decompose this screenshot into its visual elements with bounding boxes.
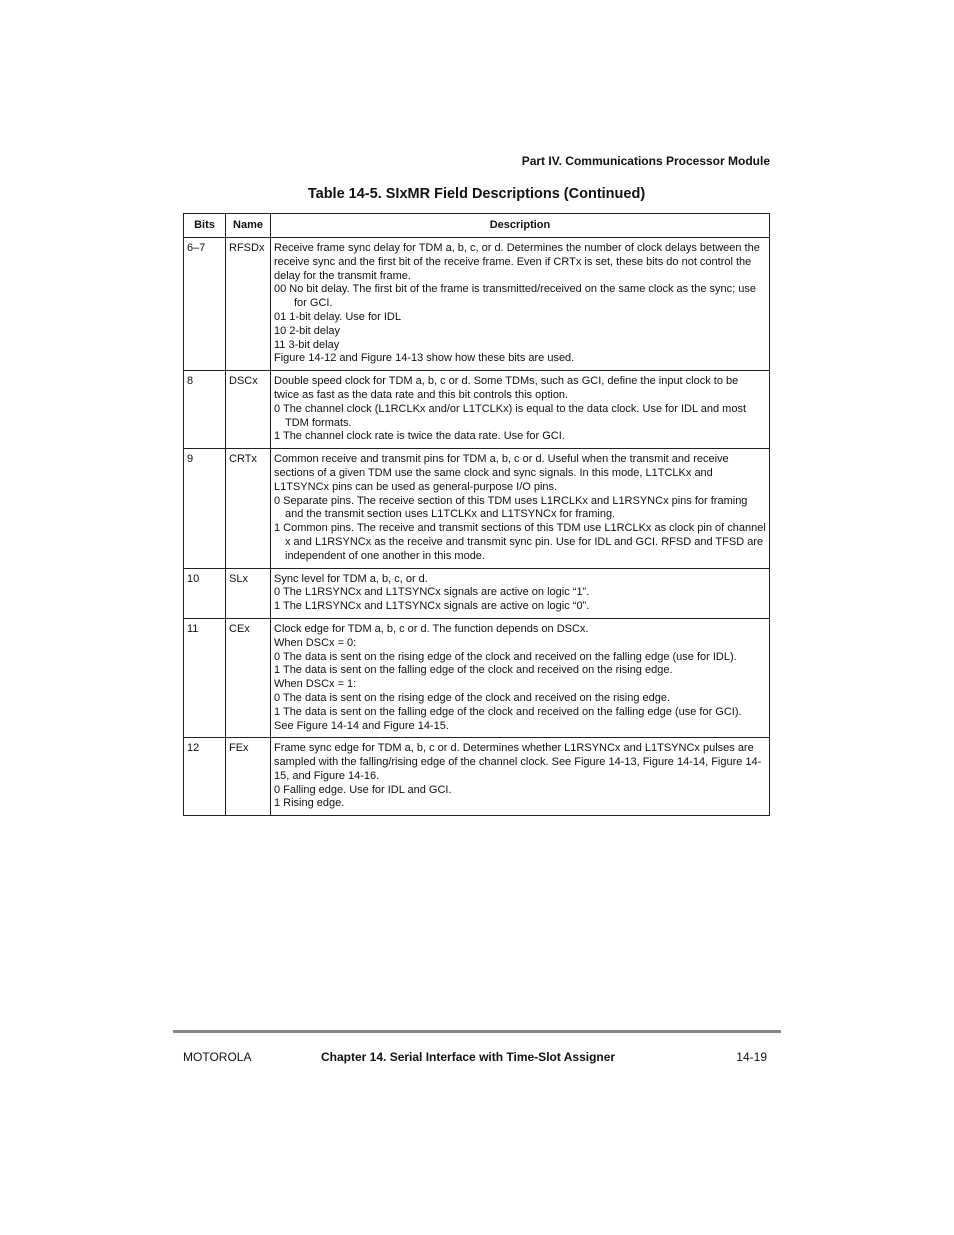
footer-rule: [173, 1030, 781, 1033]
description-line: Figure 14-12 and Figure 14-13 show how these bits are used.: [274, 352, 575, 365]
description-line: Sync level for TDM a, b, c, or d.: [274, 572, 428, 585]
table-row: [184, 371, 770, 449]
description-line: 1 The data is sent on the falling edge of the clock and received on the rising edge.: [274, 664, 673, 677]
description-line: Double speed clock for TDM a, b, c or d. Some TDMs, such as GCI, define the input clock to be twice as fast as the data rate and this bit controls this option.: [274, 375, 739, 401]
cell-bits: 12: [184, 738, 226, 816]
cell-name: SLx: [226, 568, 271, 618]
cell-bits: 6–7: [184, 238, 226, 371]
description-line: 1 The channel clock rate is twice the data rate. Use for GCI.: [274, 430, 565, 443]
description-line: 0 The data is sent on the rising edge of the clock and received on the rising edge.: [274, 691, 671, 704]
table-title: Table 14-5. SIxMR Field Descriptions (Continued): [307, 186, 646, 202]
running-header: Part IV. Communications Processor Module: [521, 154, 770, 168]
cell-description: [271, 618, 770, 737]
table-row: [184, 618, 770, 737]
description-line: 10 2-bit delay: [274, 324, 341, 337]
cell-description: [271, 449, 770, 568]
field-descriptions-table: [183, 213, 770, 816]
footer-page-number: 14-19: [736, 1050, 767, 1064]
description-line: When DSCx = 0:: [274, 636, 357, 649]
description-line: 1 Common pins. The receive and transmit sections of this TDM use L1RCLKx as clock pin of channel x and L1RSYNCx as the receive and transmit sync pin. Use for IDL and GCI. RFSD and TFSD are independent of one another in this mode.: [274, 522, 766, 562]
table-row: [184, 238, 770, 371]
description-line: 1 The data is sent on the falling edge of the clock and received on the falling edge (use for GCI).: [274, 705, 742, 718]
description-line: 11 3-bit delay: [274, 338, 340, 351]
cell-name: CEx: [226, 618, 271, 737]
description-line: Frame sync edge for TDM a, b, c or d. Determines whether L1RSYNCx and L1TSYNCx pulses are sampled with the falling/rising edge of the channel clock. See Figure 14-13, Figure 14-14, Figure 14-15, and Figure 14-16.: [274, 742, 762, 782]
description-line: Receive frame sync delay for TDM a, b, c, or d. Determines the number of clock delays between the receive sync and the first bit of the receive frame. Even if CRTx is set, these bits do not control the delay for the transmit frame.: [274, 242, 760, 282]
description-line: 0 The data is sent on the rising edge of the clock and received on the falling edge (use for IDL).: [274, 650, 737, 663]
description-line: 0 The channel clock (L1RCLKx and/or L1TCLKx) is equal to the data clock. Use for IDL and most TDM formats.: [274, 402, 747, 429]
table-body: [184, 238, 770, 816]
description-line: 1 The L1RSYNCx and L1TSYNCx signals are active on logic “0”.: [274, 600, 590, 613]
column-header-description: Description: [271, 214, 770, 238]
description-line: See Figure 14-14 and Figure 14-15.: [274, 719, 449, 732]
cell-description: [271, 371, 770, 449]
table-row: [184, 738, 770, 816]
cell-bits: 9: [184, 449, 226, 568]
cell-description: [271, 568, 770, 618]
description-line: 01 1-bit delay. Use for IDL: [274, 310, 401, 323]
table-row: [184, 568, 770, 618]
description-line: Clock edge for TDM a, b, c or d. The function depends on DSCx.: [274, 622, 589, 635]
footer-chapter-title: Chapter 14. Serial Interface with Time-Slot Assigner: [321, 1050, 616, 1064]
description-line: 0 Falling edge. Use for IDL and GCI.: [274, 783, 452, 796]
cell-bits: 8: [184, 371, 226, 449]
cell-description: [271, 738, 770, 816]
column-header-name: Name: [226, 214, 271, 238]
cell-bits: 11: [184, 618, 226, 737]
cell-description: [271, 238, 770, 371]
description-line: 00 No bit delay. The first bit of the frame is transmitted/received on the same clock as the sync; use for GCI.: [274, 283, 756, 310]
footer-company: MOTOROLA: [183, 1050, 252, 1064]
description-line: 1 Rising edge.: [274, 797, 345, 810]
description-line: Common receive and transmit pins for TDM a, b, c or d. Useful when the transmit and receive sections of a given TDM use the same clock and sync signals. In this mode, L1TCLKx and L1TSYNCx pins can be used as general-purpose I/O pins.: [274, 453, 729, 493]
description-line: 0 Separate pins. The receive section of this TDM uses L1RCLKx and L1RSYNCx pins for framing and the transmit section uses L1TCLKx and L1TSYNCx for framing.: [274, 494, 748, 521]
cell-name: CRTx: [226, 449, 271, 568]
table-row: [184, 449, 770, 568]
cell-name: RFSDx: [226, 238, 271, 371]
cell-bits: 10: [184, 568, 226, 618]
cell-name: DSCx: [226, 371, 271, 449]
description-line: 0 The L1RSYNCx and L1TSYNCx signals are active on logic “1”.: [274, 586, 590, 599]
column-header-bits: Bits: [184, 214, 226, 238]
table-header-row: [184, 214, 770, 238]
description-line: When DSCx = 1:: [274, 678, 357, 691]
cell-name: FEx: [226, 738, 271, 816]
